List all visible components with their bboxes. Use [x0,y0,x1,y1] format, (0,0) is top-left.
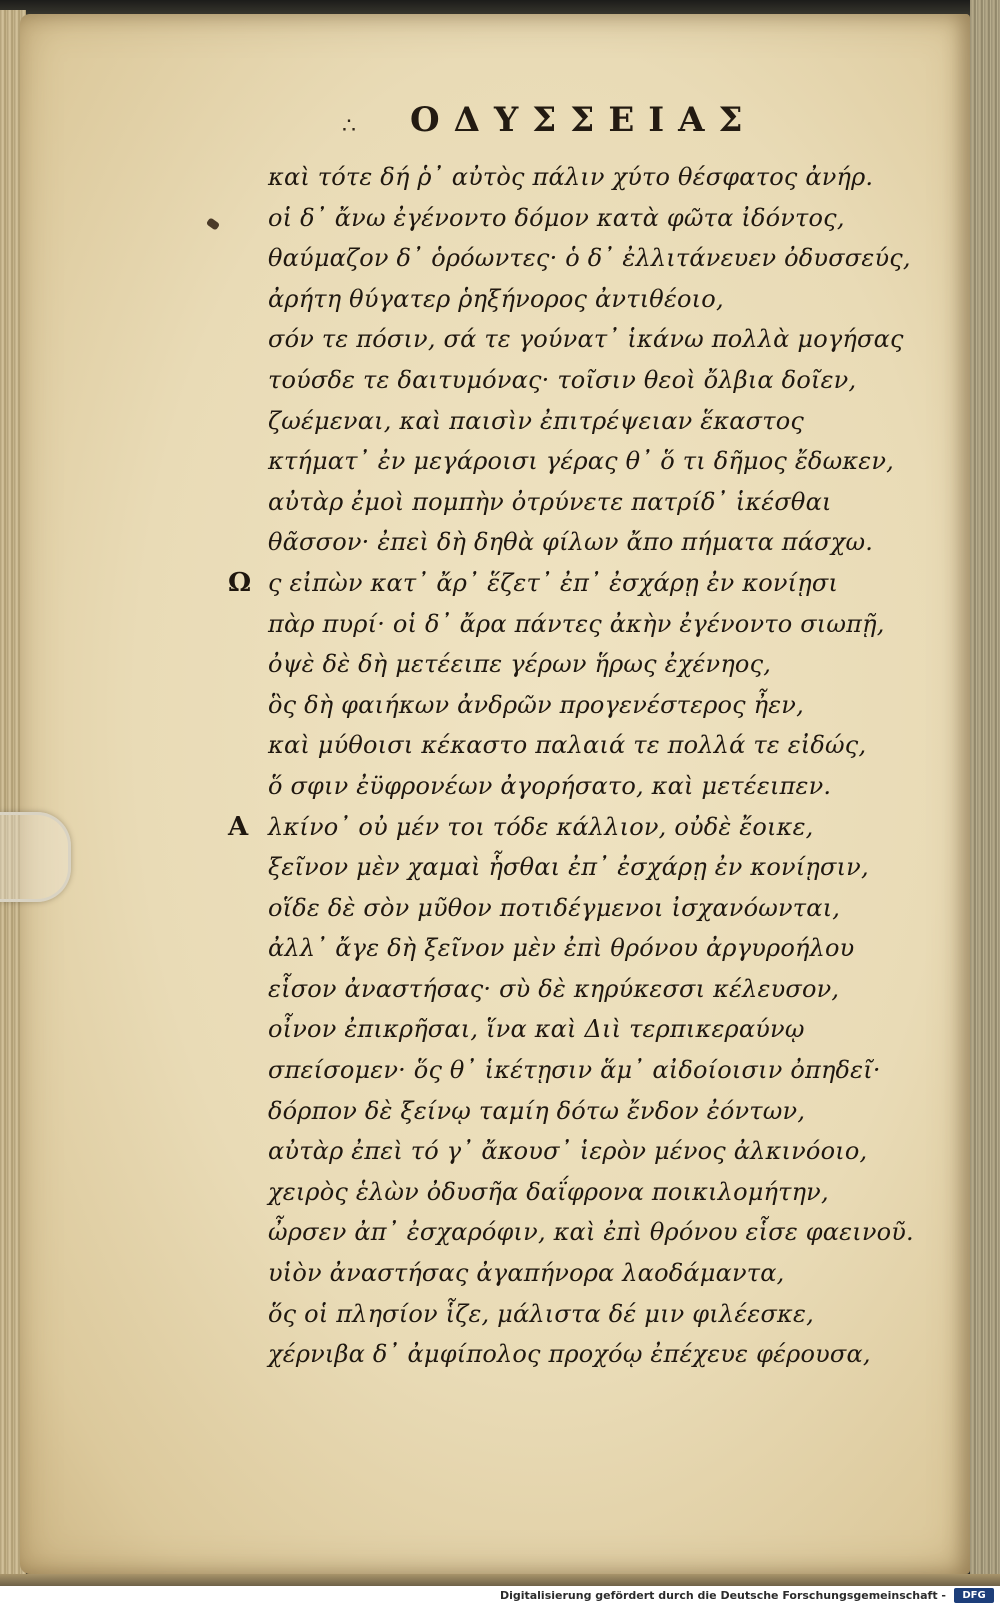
verse-text: ἀρήτη θύγατερ ῥηξήνορος ἀντιθέοιο, [268,284,724,313]
verse-text: χέρνιβα δ᾽ ἀμφίπολος προχόῳ ἐπέχευε φέρουσα, [268,1340,871,1369]
verse-text: κτήματ᾽ ἐν μεγάροισι γέρας θ᾽ ὅ τι δῆμος ἔδωκεν, [268,447,894,476]
verse-line [228,1009,828,1050]
verse-line [228,969,840,1010]
running-title: ΟΔΥΣΣΕΙΑΣ [410,100,757,140]
verse-line [228,198,845,239]
verse-text: θαύμαζον δ᾽ ὁρόωντες· ὁ δ᾽ ἐλλιτάνευεν ὀδυσσεύς, [268,244,911,273]
verse-line [228,1294,828,1335]
verse-text: οἶνον ἐπικρῆσαι, ἵνα καὶ Διὶ τερπικεραύνῳ [268,1015,805,1044]
verse-line [228,1334,871,1375]
verse-line [228,604,885,645]
page-stack-right [970,0,1000,1580]
verse-line [228,1050,881,1091]
running-head-ornament: ∴ [342,114,356,139]
scan-bottom-edge [0,1574,1000,1586]
verse-text: σπείσομεν· ὅς θ᾽ ἱκέτῃσιν ἅμ᾽ αἰδοίοισιν ὀπηδεῖ· [268,1056,881,1085]
verse-line [228,1091,828,1132]
verse-line [228,319,904,360]
verse-line [228,685,828,726]
verse-text: καὶ τότε δή ῥ᾽ αὐτὸς πάλιν χύτο θέσφατος ἀνήρ. [268,163,874,191]
verse-line [228,482,832,523]
verse-line [228,1253,828,1294]
verse-text: καὶ μύθοισι κέκαστο παλαιά τε πολλά τε εἰδώς, [268,731,867,760]
verse-text: ὅ σφιν ἐϋφρονέων ἀγορήσατο, καὶ μετέειπεν. [268,771,832,800]
verse-text: αὐτὰρ ἐπεὶ τό γ᾽ ἄκουσ᾽ ἱερὸν μένος ἀλκινόοιο, [268,1137,868,1166]
verse-line [228,522,874,563]
verse-text: οἵδε δὲ σὸν μῦθον ποτιδέγμενοι ἰσχανόωνται, [268,893,841,922]
verse-text: ζωέμεναι, καὶ παισὶν ἐπιτρέψειαν ἕκαστος [268,406,805,435]
dfg-logo: DFG [954,1588,994,1603]
verse-text: ὦρσεν ἀπ᾽ ἐσχαρόφιν, καὶ ἐπὶ θρόνου εἷσε φαεινοῦ. [268,1218,914,1247]
verse-line [228,401,828,442]
verse-line [228,1172,828,1213]
verse-text: τούσδε τε δαιτυμόνας· τοῖσιν θεοὶ ὄλβια δοῖεν, [268,365,857,394]
footer-credit: Digitalisierung gefördert durch die Deutsche Forschungsgemeinschaft - [499,1589,946,1602]
verse-line [228,1131,868,1172]
verse-line [228,644,828,685]
verse-line [228,888,841,929]
verse-line [228,360,857,401]
verse-line [228,807,828,848]
verse-text: ξεῖνον μὲν χαμαὶ ἧσθαι ἐπ᾽ ἐσχάρῃ ἐν κονίῃσιν, [268,853,869,882]
verse-line [228,725,867,766]
verse-text: σόν τε πόσιν, σά τε γούνατ᾽ ἱκάνω πολλὰ μογήσας [268,325,904,354]
verse-initial: Ω [228,567,252,598]
verse-text: οἱ δ᾽ ἄνω ἐγένοντο δόμον κατὰ φῶτα ἰδόντος, [268,203,845,232]
verse-text: πὰρ πυρί· οἱ δ᾽ ἄρα πάντες ἀκὴν ἐγένοντο σιωπῇ, [268,609,885,638]
verse-line [228,441,894,482]
verse-text: ἀλλ᾽ ἄγε δὴ ξεῖνον μὲν ἐπὶ θρόνου ἀργυροήλου [268,934,855,963]
verse-line [228,766,832,807]
verse-line [228,847,869,888]
verse-line [228,928,855,969]
verse-text: εἷσον ἀναστήσας· σὺ δὲ κηρύκεσσι κέλευσον, [268,974,840,1003]
verse-text: λκίνο᾽ οὐ μέν τοι τόδε κάλλιον, οὐδὲ ἔοικε, [268,812,814,841]
verse-text: ὃς δὴ φαιήκων ἀνδρῶν προγενέστερος ἦεν, [268,690,804,719]
verse-text: αὐτὰρ ἐμοὶ πομπὴν ὀτρύνετε πατρίδ᾽ ἱκέσθαι [268,487,832,516]
verse-text: θᾶσσον· ἐπεὶ δὴ δηθὰ φίλων ἄπο πήματα πάσχω. [268,528,874,557]
page-clip [0,812,71,902]
verse-line [228,279,828,320]
verse-text: ὅς οἱ πλησίον ἷζε, μάλιστα δέ μιν φιλέεσκε, [268,1299,814,1328]
verse-text: δόρπον δὲ ξείνῳ ταμίη δότω ἔνδον ἐόντων, [268,1096,806,1125]
verse-text: χειρὸς ἑλὼν ὀδυσῆα δαΐφρονα ποικιλομήτην, [268,1177,829,1206]
verse-text: ὀψὲ δὲ δὴ μετέειπε γέρων ἥρως ἐχένηος, [268,650,772,679]
verse-initial: Α [228,811,249,842]
verse-line [228,563,839,604]
verse-line [228,157,874,198]
verse-line [228,1212,914,1253]
verse-text: ς εἰπὼν κατ᾽ ἄρ᾽ ἕζετ᾽ ἐπ᾽ ἐσχάρῃ ἐν κονίῃσι [268,568,839,597]
verse-line [228,238,911,279]
footer-bar [0,1586,1000,1605]
verse-text-block [228,157,914,1375]
verse-text: υἱὸν ἀναστήσας ἀγαπήνορα λαοδάμαντα, [268,1259,785,1288]
